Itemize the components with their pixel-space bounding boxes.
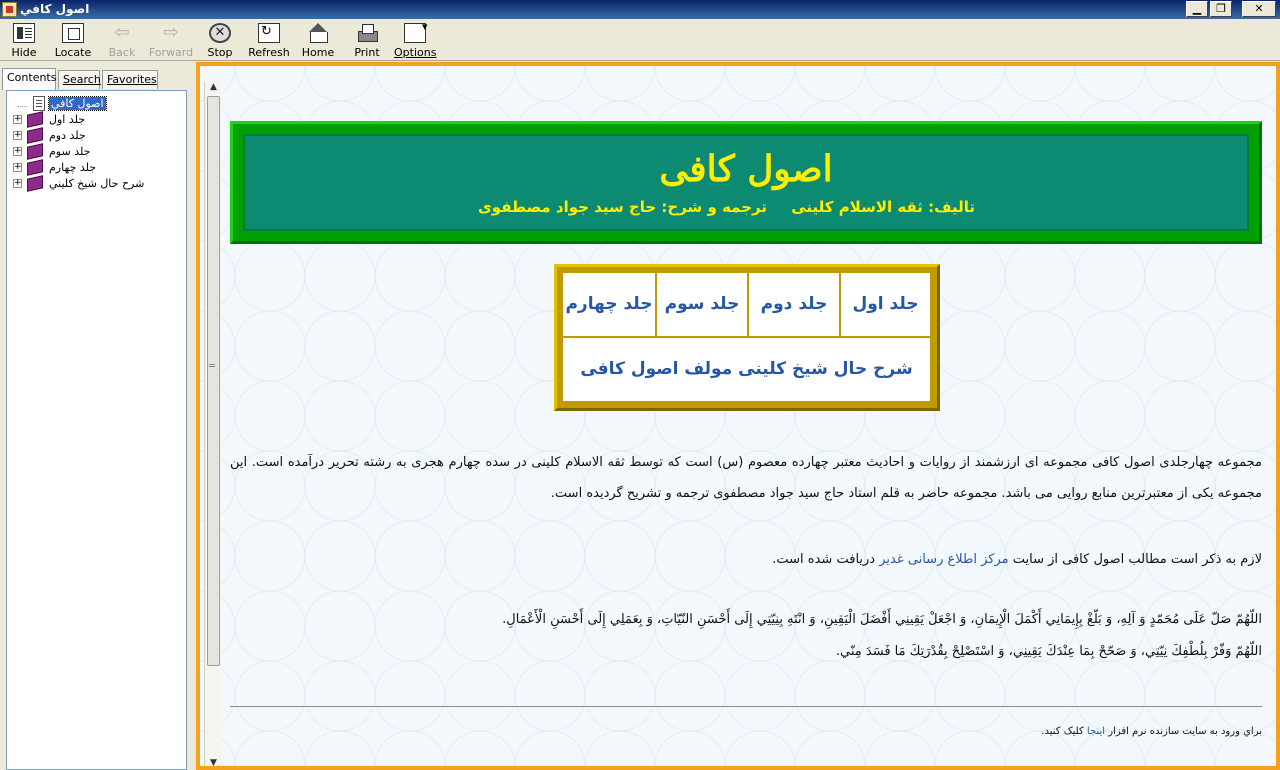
tree-item-label: جلد چهارم [49,161,97,174]
tab-favorites[interactable]: Favorites [102,70,158,89]
maximize-button[interactable]: ❐ [1210,1,1232,17]
print-icon [356,23,378,43]
title-banner [230,121,1262,244]
tree-item-volume-1[interactable] [13,112,173,128]
expand-icon[interactable]: + [14,178,22,188]
scroll-thumb[interactable] [207,96,220,666]
footer-note [230,726,1262,737]
print-button[interactable] [350,21,384,59]
tree-item-volume-4[interactable] [13,160,173,176]
locate-label: Locate [54,46,92,59]
author-line: تاليف: ثقه الاسلام كلينى [791,198,975,216]
ghadir-link[interactable]: مركز اطلاع رسانی غدیر [879,552,1009,567]
home-icon [307,23,329,43]
back-button[interactable] [104,21,140,59]
close-button[interactable]: ✕ [1242,1,1276,17]
book-icon [27,159,43,175]
divider [230,706,1262,707]
book-icon [27,127,43,143]
tree-item-volume-2[interactable] [13,128,173,144]
tree-item-volume-3[interactable] [13,144,173,160]
banner-inner [243,134,1249,231]
title-bar [0,0,1280,19]
tree-connector [17,106,27,107]
hide-button[interactable] [6,21,42,59]
content-page [200,66,1276,766]
supplication-line-1: اللّهُمّ صَلّ عَلَى مُحَمّدٍ وَ آلِهِ، وَ بَلّغْ بِإِيمَانِي أَكْمَلَ الْإِيمَانِ، وَ اجْعَلْ يَقِينِي أَفْضَلَ الْيَقِينِ، وَ انْتَهِ بِنِيّتِي إِلَى أَحْسَنِ النّيّاتِ، وَ بِعَمَلِي إِلَى أَحْسَنِ الْأَعْمَالِ. [502,612,1262,627]
stop-icon: ✕ [209,23,231,43]
supplication-line-2: اللّهُمّ وَفّرْ بِلُطْفِكَ نِيّتِي، وَ صَحّحْ بِمَا عِنْدَكَ يَقِينِي، وَ اسْتَصْلِحْ بِقُدْرَتِكَ مَا فَسَدَ مِنّي. [835,644,1262,659]
scroll-grip-icon: ═ [209,361,216,372]
tree-item-label: جلد اول [49,113,86,126]
options-icon [404,23,426,43]
scroll-down-icon[interactable]: ▼ [210,758,217,768]
intro-paragraph: مجموعه چهارجلدی اصول کافی مجموعه ای ارزشمند از روایات و احادیث معتبر چهارده معصوم (س) است که توسط ثقه الاسلام کلینی در سده چهارم هجری به رشته تحریر درآمده است. این مجموعه یکی از معتبرترین منابع روایی می باشد. مجموعه حاضر به قلم استاد حاج سید جواد مصطفوی ترجمه و تشریح گردیده است. [230,455,1262,501]
content-pane [196,62,1280,770]
tree-item-label: شرح حال شيخ كليني [49,177,145,190]
window-title: اصول كافي [20,2,90,16]
back-label: Back [108,46,136,59]
translator-line: ترجمه و شرح: حاج سيد جواد مصطفوى [478,198,767,216]
locate-icon [62,23,84,43]
refresh-label: Refresh [248,46,290,59]
volume-2-link[interactable]: جلد دوم [749,273,839,336]
source-note [230,544,1262,575]
refresh-button[interactable] [246,21,292,59]
book-icon [27,143,43,159]
hide-icon [13,23,35,43]
volumes-table [554,264,940,411]
tree-item-label: اصول كافي [51,97,104,110]
book-title: اصول كافى [659,148,833,190]
home-label: Home [301,46,335,59]
vertical-scrollbar[interactable] [204,82,221,770]
expand-icon[interactable]: + [14,146,22,156]
back-arrow-icon: ⇦ [114,22,130,43]
tab-contents[interactable]: Contents [2,68,56,90]
expand-icon[interactable]: + [14,130,22,140]
stop-button[interactable] [202,21,238,59]
navigation-pane [0,62,196,770]
locate-button[interactable] [52,21,94,59]
source-text: لازم به ذکر است مطالب اصول کافی از سایت [1008,552,1262,567]
developer-site-link[interactable]: اينجا [1086,726,1106,737]
volume-4-link[interactable]: جلد چهارم [563,273,655,336]
hide-label: Hide [11,46,37,59]
expand-icon[interactable]: + [14,114,22,124]
contents-tree[interactable] [6,90,187,770]
options-button[interactable] [394,21,436,59]
volume-1-link[interactable]: جلد اول [841,273,930,336]
volume-3-link[interactable]: جلد سوم [657,273,747,336]
expand-icon[interactable]: + [14,162,22,172]
home-button[interactable] [300,21,336,59]
footer-text: براي ورود به سايت سازنده نرم افزار [1105,726,1262,737]
source-text-end: دریافت شده است. [772,552,880,567]
print-label: Print [354,46,380,59]
toolbar [0,19,1280,61]
stop-label: Stop [207,46,233,59]
page-icon [33,96,45,111]
book-icon [27,111,43,127]
book-icon [27,175,43,191]
scroll-up-icon[interactable]: ▲ [210,82,217,92]
forward-label: Forward [148,46,194,59]
tab-search[interactable]: Search [58,70,100,89]
refresh-icon [258,23,280,43]
forward-button[interactable] [148,21,194,59]
tree-item-label: جلد دوم [49,129,86,142]
options-label: Options [394,46,437,59]
tree-item-root[interactable] [13,96,173,112]
footer-text-end: كليک كنيد. [1041,726,1087,737]
biography-link[interactable]: شرح حال شيخ كلينى مولف اصول كافى [563,338,930,401]
forward-arrow-icon: ⇨ [163,22,179,43]
minimize-button[interactable]: ▁ [1186,1,1208,17]
tree-item-label: جلد سوم [49,145,91,158]
app-icon[interactable] [2,2,17,17]
tree-item-biography[interactable] [13,176,183,192]
